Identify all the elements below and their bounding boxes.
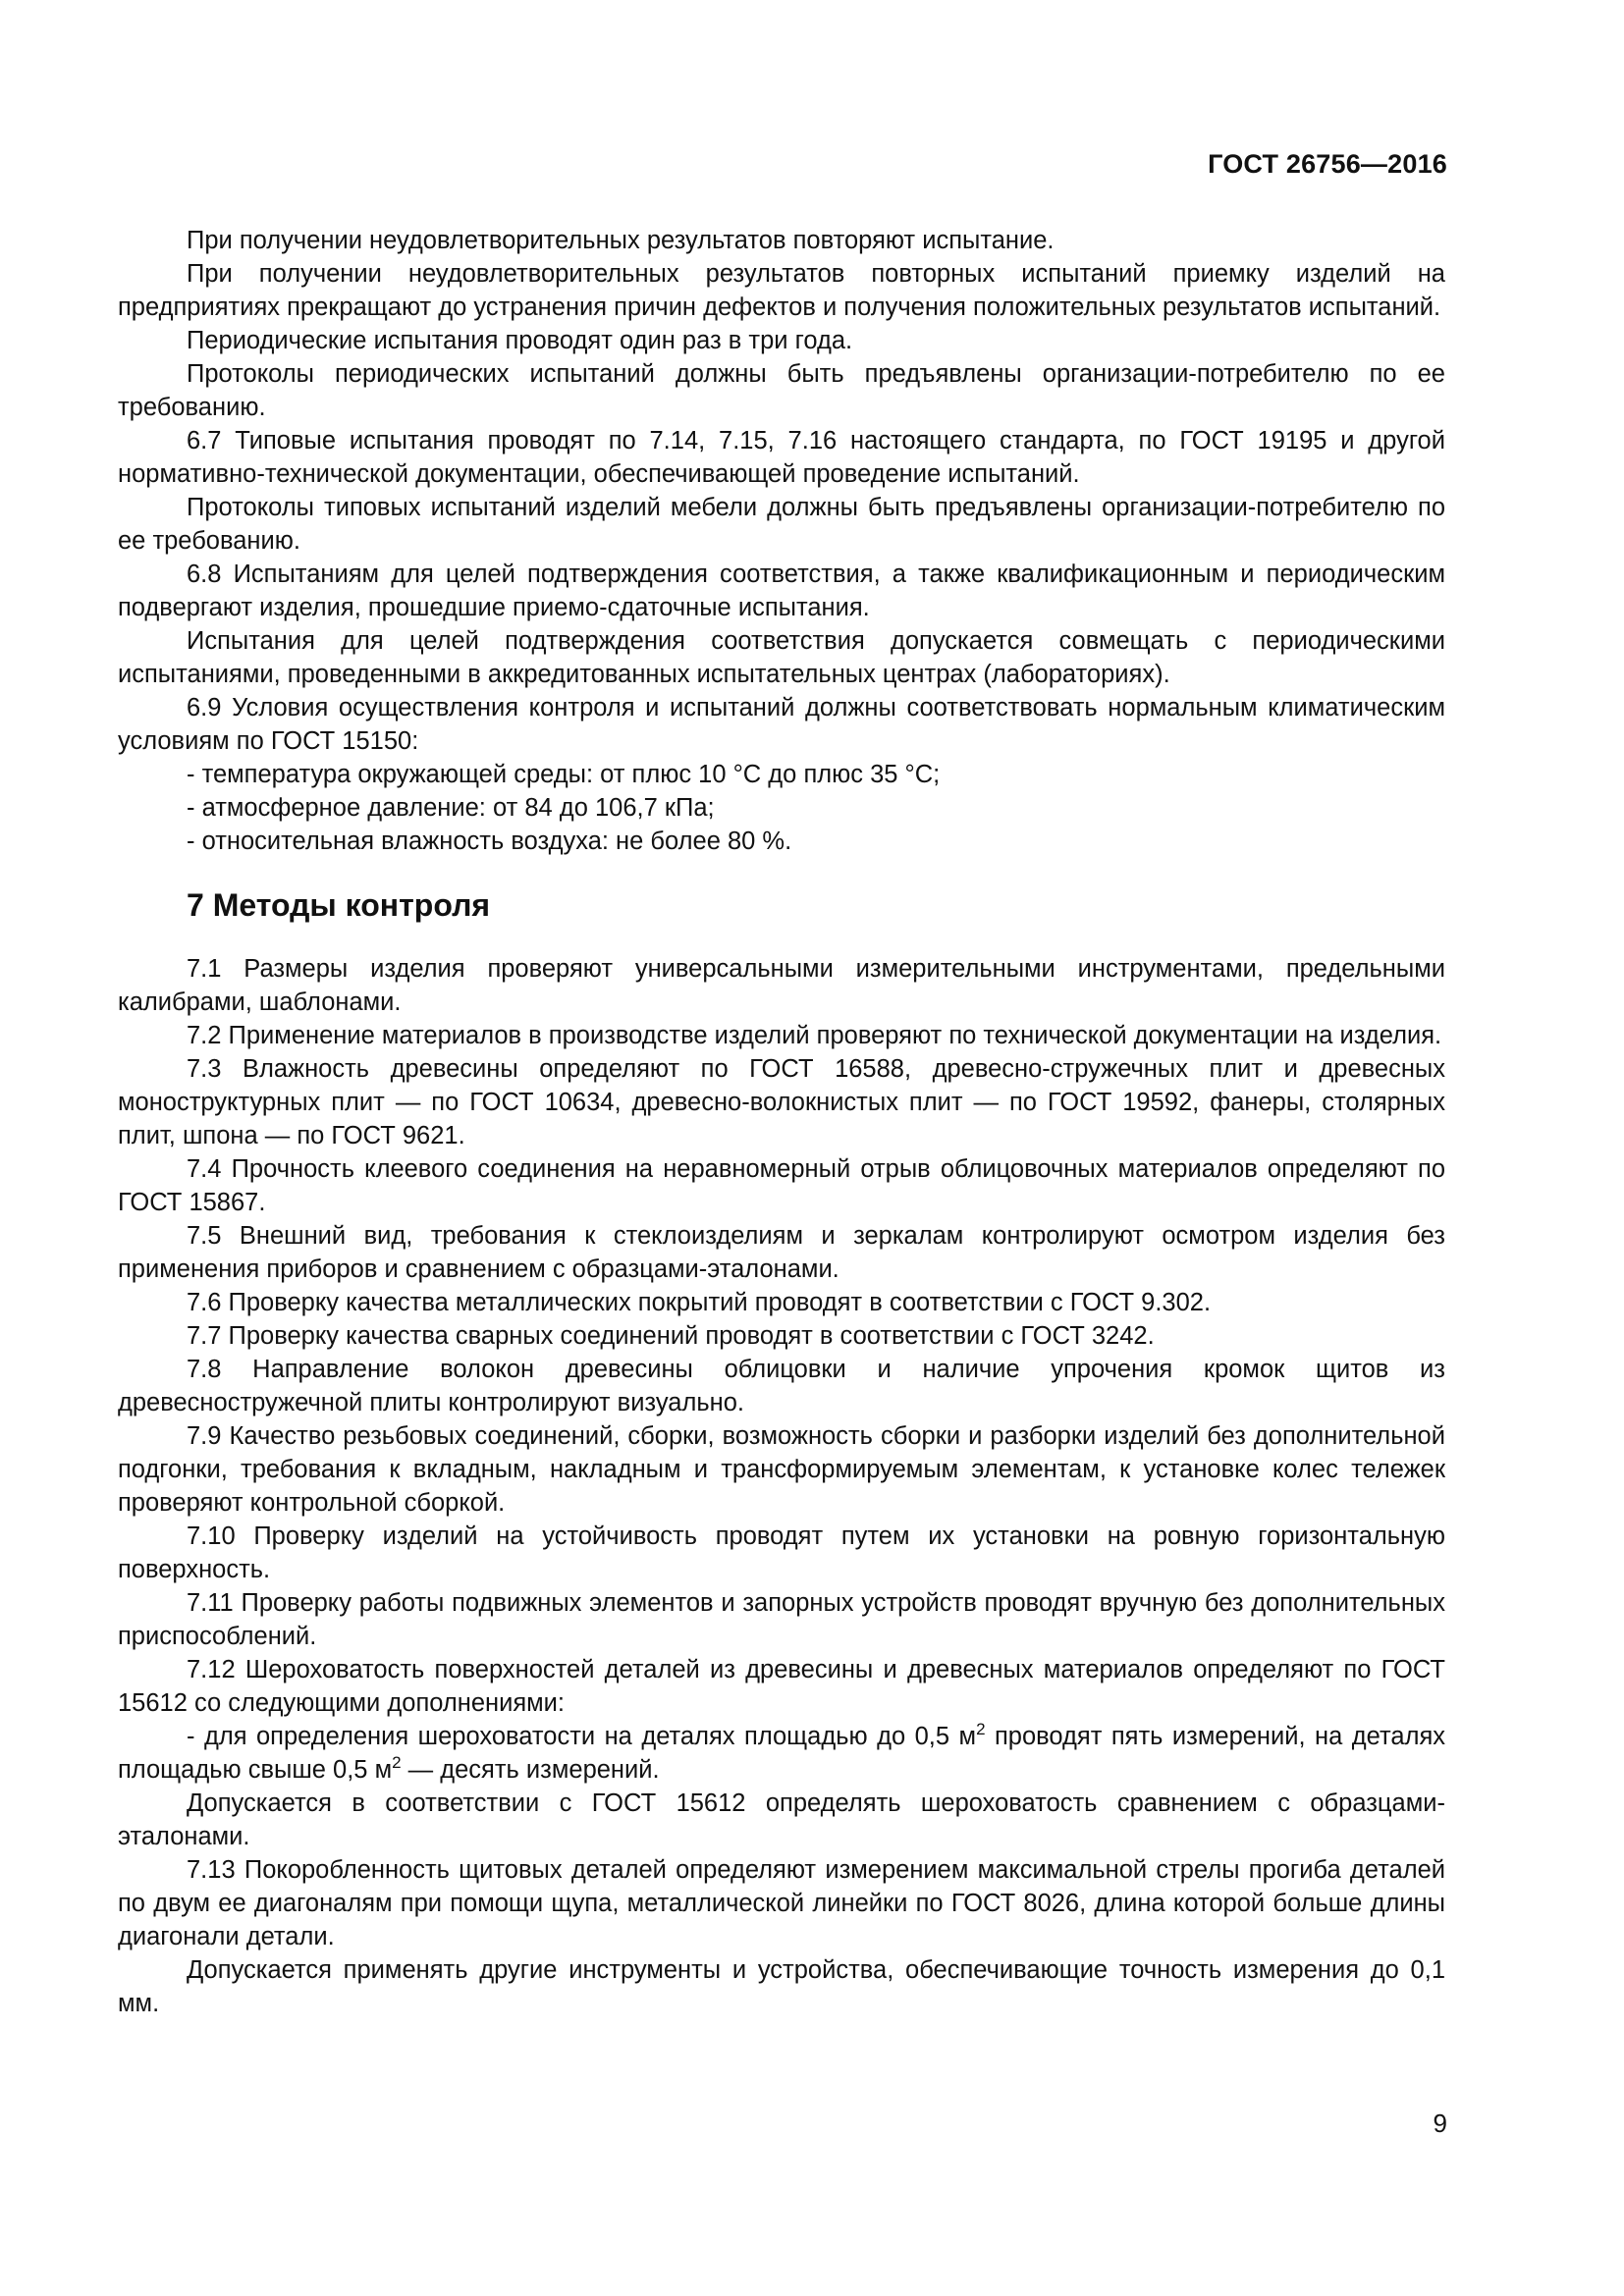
section-heading: 7 Методы контроля xyxy=(187,887,491,923)
clause-7-1: 7.1 Размеры изделия проверяют универсальными измерительными инструментами, предельными калибрами, шаблонами. xyxy=(118,955,1445,1016)
clause-6-8: 6.8 Испытаниям для целей подтверждения соответствия, а также квалификационным и периодическим подвергают изделия, прошедшие приемо-сдаточные испытания. xyxy=(118,561,1445,621)
list-item: - температура окружающей среды: от плюс 10 °С до плюс 35 °С; xyxy=(187,761,941,788)
clause-7-5: 7.5 Внешний вид, требования к стеклоизделиям и зеркалам контролируют осмотром изделия без применения приборов и сравнением с образцами-эталонами. xyxy=(118,1222,1445,1283)
clause-6-7: 6.7 Типовые испытания проводят по 7.14, 7.15, 7.16 настоящего стандарта, по ГОСТ 19195 и другой нормативно-технической документации, обеспечивающей проведение испытаний. xyxy=(118,427,1445,488)
clause-7-9: 7.9 Качество резьбовых соединений, сборки, возможность сборки и разборки изделий без дополнительной подгонки, требования к вкладным, накладным и трансформируемым элементам, к установке колес тележек проверяют контрольной сборкой. xyxy=(118,1422,1445,1517)
paragraph: Протоколы типовых испытаний изделий мебели должны быть предъявлены организации-потребителю по ее требованию. xyxy=(118,494,1445,555)
clause-7-12: 7.12 Шероховатость поверхностей деталей из древесины и древесных материалов определяют по ГОСТ 15612 со следующими дополнениями: xyxy=(118,1656,1445,1717)
paragraph: При получении неудовлетворительных результатов повторяют испытание. xyxy=(187,227,1055,254)
clause-6-9: 6.9 Условия осуществления контроля и испытаний должны соответствовать нормальным климатическим условиям по ГОСТ 15150: xyxy=(118,694,1445,755)
clause-7-2: 7.2 Применение материалов в производстве изделий проверяют по технической документации на изделия. xyxy=(187,1022,1442,1049)
text-fragment: проводят пять измерений, на деталях площадью свыше 0,5 м xyxy=(118,1723,1446,1784)
clause-7-4: 7.4 Прочность клеевого соединения на неравномерный отрыв облицовочных материалов определяют по ГОСТ 15867. xyxy=(118,1155,1445,1216)
paragraph: Допускается применять другие инструменты и устройства, обеспечивающие точность измерения до 0,1 мм. xyxy=(118,1956,1445,2017)
superscript: 2 xyxy=(976,1720,986,1738)
paragraph: Допускается в соответствии с ГОСТ 15612 определять шероховатость сравнением с образцами-эталонами. xyxy=(118,1789,1445,1850)
text-fragment: - для определения шероховатости на деталях площадью до 0,5 м xyxy=(187,1723,977,1750)
paragraph: При получении неудовлетворительных результатов повторных испытаний приемку изделий на предприятиях прекращают до устранения причин дефектов и получения положительных результатов испытаний. xyxy=(118,260,1445,321)
clause-7-10: 7.10 Проверку изделий на устойчивость проводят путем их установки на ровную горизонтальную поверхность. xyxy=(118,1522,1445,1583)
clause-7-7: 7.7 Проверку качества сварных соединений проводят в соответствии с ГОСТ 3242. xyxy=(187,1322,1155,1350)
clause-7-13: 7.13 Покоробленность щитовых деталей определяют измерением максимальной стрелы прогиба деталей по двум ее диагоналям при помощи щупа, металлической линейки по ГОСТ 8026, длина которой больше длины диагонали детали. xyxy=(118,1856,1445,1950)
list-item-roughness xyxy=(118,1720,1445,1787)
superscript: 2 xyxy=(392,1753,402,1772)
list-item: - атмосферное давление: от 84 до 106,7 кПа; xyxy=(187,794,715,822)
list-item: - относительная влажность воздуха: не более 80 %. xyxy=(187,828,792,855)
paragraph: Протоколы периодических испытаний должны быть предъявлены организации-потребителю по ее требованию. xyxy=(118,360,1445,421)
paragraph: Периодические испытания проводят один раз в три года. xyxy=(187,327,853,354)
paragraph: Испытания для целей подтверждения соответствия допускается совмещать с периодическими испытаниями, проведенными в аккредитованных испытательных центрах (лабораториях). xyxy=(118,627,1445,688)
clause-7-3: 7.3 Влажность древесины определяют по ГОСТ 16588, древесно-стружечных плит и древесных моноструктурных плит — по ГОСТ 10634, древесно-волокнистых плит — по ГОСТ 19592, фанеры, столярных плит, шпона — по ГОСТ 9621. xyxy=(118,1055,1445,1149)
page-number: 9 xyxy=(1433,2109,1447,2138)
clause-7-11: 7.11 Проверку работы подвижных элементов и запорных устройств проводят вручную без дополнительных приспособлений. xyxy=(118,1589,1445,1650)
document-number-header: ГОСТ 26756—2016 xyxy=(1208,149,1447,179)
clause-7-8: 7.8 Направление волокон древесины облицовки и наличие упрочения кромок щитов из древесностружечной плиты контролируют визуально. xyxy=(118,1356,1445,1416)
clause-7-6: 7.6 Проверку качества металлических покрытий проводят в соответствии с ГОСТ 9.302. xyxy=(187,1289,1212,1316)
text-fragment: — десять измерений. xyxy=(401,1756,660,1784)
page-content xyxy=(118,224,1445,2020)
